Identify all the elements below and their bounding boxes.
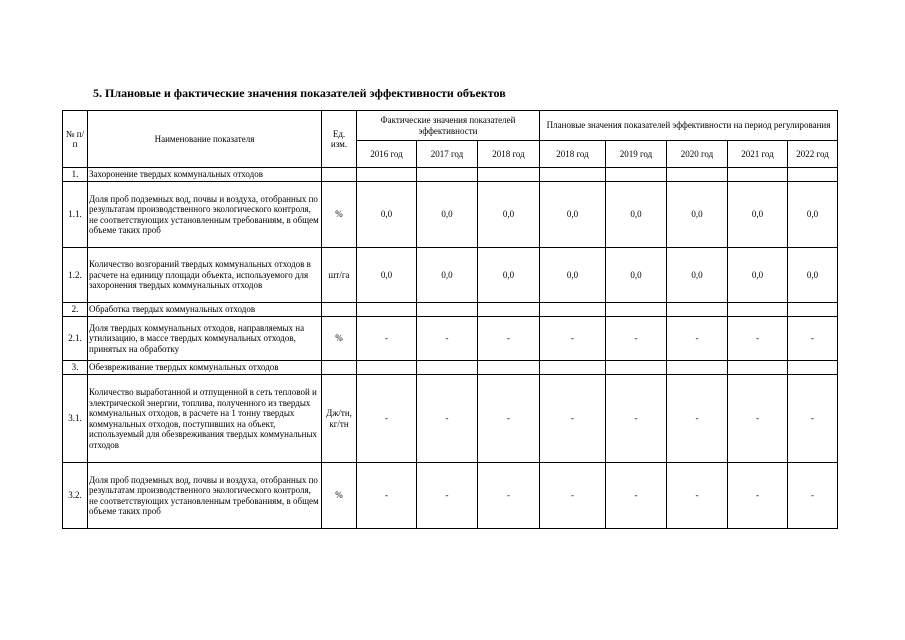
table-row bbox=[63, 361, 838, 375]
row-unit: % bbox=[322, 317, 357, 361]
table-row bbox=[63, 248, 838, 303]
row-value: - bbox=[478, 317, 540, 361]
row-value: 0,0 bbox=[417, 248, 478, 303]
row-value: 0,0 bbox=[788, 248, 838, 303]
table-row bbox=[63, 317, 838, 361]
row-value bbox=[667, 303, 728, 317]
row-value bbox=[540, 168, 606, 182]
row-value: - bbox=[788, 317, 838, 361]
row-value bbox=[667, 168, 728, 182]
row-value: 0,0 bbox=[667, 248, 728, 303]
row-value: - bbox=[540, 317, 606, 361]
row-value bbox=[478, 361, 540, 375]
row-value bbox=[788, 168, 838, 182]
document-title: 5. Плановые и фактические значения показателей эффективности объектов bbox=[93, 86, 506, 100]
row-value: 0,0 bbox=[478, 182, 540, 248]
row-value: - bbox=[357, 317, 417, 361]
indicators-table bbox=[62, 110, 838, 529]
row-value: - bbox=[667, 463, 728, 529]
row-value: - bbox=[788, 463, 838, 529]
row-value: - bbox=[788, 375, 838, 463]
table-row bbox=[63, 303, 838, 317]
row-number: 1. bbox=[63, 168, 88, 182]
row-value: - bbox=[606, 317, 667, 361]
header-year: 2020 год bbox=[667, 141, 728, 168]
header-indicator-name: Наименование показателя bbox=[88, 111, 322, 168]
row-number: 1.2. bbox=[63, 248, 88, 303]
row-value bbox=[728, 303, 788, 317]
row-value: 0,0 bbox=[417, 182, 478, 248]
header-unit: Ед. изм. bbox=[322, 111, 357, 168]
row-indicator-name: Доля проб подземных вод, почвы и воздуха, отобранных по результатам производственного экологического контроля, не соответствующих установленным требованиям, в общем объеме таких проб bbox=[88, 463, 322, 529]
row-value bbox=[788, 361, 838, 375]
header-year: 2017 год bbox=[417, 141, 478, 168]
row-number: 2. bbox=[63, 303, 88, 317]
table-row bbox=[63, 168, 838, 182]
header-year: 2019 год bbox=[606, 141, 667, 168]
row-value: 0,0 bbox=[357, 248, 417, 303]
row-value: 0,0 bbox=[606, 182, 667, 248]
row-value bbox=[478, 168, 540, 182]
row-value bbox=[728, 361, 788, 375]
row-value bbox=[540, 303, 606, 317]
row-unit: шт/га bbox=[322, 248, 357, 303]
row-value: 0,0 bbox=[667, 182, 728, 248]
row-value bbox=[417, 168, 478, 182]
row-indicator-name: Захоронение твердых коммунальных отходов bbox=[88, 168, 322, 182]
row-number: 3.2. bbox=[63, 463, 88, 529]
row-value bbox=[667, 361, 728, 375]
header-planned-values: Плановые значения показателей эффективности на период регулирования bbox=[540, 111, 838, 141]
row-value: - bbox=[667, 317, 728, 361]
row-value bbox=[478, 303, 540, 317]
row-value bbox=[606, 168, 667, 182]
row-number: 3. bbox=[63, 361, 88, 375]
row-value bbox=[417, 303, 478, 317]
header-year: 2021 год bbox=[728, 141, 788, 168]
row-value: - bbox=[728, 375, 788, 463]
row-value: 0,0 bbox=[357, 182, 417, 248]
header-year: 2018 год bbox=[478, 141, 540, 168]
row-value: 0,0 bbox=[540, 182, 606, 248]
row-value: 0,0 bbox=[606, 248, 667, 303]
row-value: - bbox=[417, 317, 478, 361]
row-number: 3.1. bbox=[63, 375, 88, 463]
row-unit bbox=[322, 361, 357, 375]
table-row bbox=[63, 463, 838, 529]
row-value: - bbox=[417, 375, 478, 463]
row-value bbox=[540, 361, 606, 375]
row-indicator-name: Обработка твердых коммунальных отходов bbox=[88, 303, 322, 317]
row-indicator-name: Обезвреживание твердых коммунальных отходов bbox=[88, 361, 322, 375]
row-indicator-name: Количество возгораний твердых коммунальных отходов в расчете на единицу площади объекта, используемого для захоронения твердых коммунальных отходов bbox=[88, 248, 322, 303]
row-value: - bbox=[540, 463, 606, 529]
row-value: - bbox=[667, 375, 728, 463]
row-value: - bbox=[417, 463, 478, 529]
header-year: 2016 год bbox=[357, 141, 417, 168]
row-value: 0,0 bbox=[728, 182, 788, 248]
row-indicator-name: Количество выработанной и отпущенной в сеть тепловой и электрической энергии, топлива, полученного из твердых коммунальных отходов, в расчете на 1 тонну твердых коммунальных отходов, поступивших на объект, используемый для обезвреживания твердых коммунальных отходов bbox=[88, 375, 322, 463]
row-unit bbox=[322, 168, 357, 182]
row-value: 0,0 bbox=[728, 248, 788, 303]
row-unit: % bbox=[322, 182, 357, 248]
row-value: 0,0 bbox=[788, 182, 838, 248]
row-value: - bbox=[728, 317, 788, 361]
row-unit: % bbox=[322, 463, 357, 529]
row-value: - bbox=[357, 375, 417, 463]
row-value bbox=[728, 168, 788, 182]
row-value bbox=[606, 303, 667, 317]
row-value: - bbox=[478, 375, 540, 463]
row-value bbox=[357, 303, 417, 317]
table-row bbox=[63, 375, 838, 463]
row-value: - bbox=[606, 463, 667, 529]
row-value: - bbox=[540, 375, 606, 463]
row-value bbox=[606, 361, 667, 375]
row-value: - bbox=[728, 463, 788, 529]
table-row bbox=[63, 182, 838, 248]
row-indicator-name: Доля проб подземных вод, почвы и воздуха, отобранных по результатам производственного экологического контроля, не соответствующих установленным требованиям, в общем объеме таких проб bbox=[88, 182, 322, 248]
row-unit: Дж/тн, кг/тн bbox=[322, 375, 357, 463]
row-value: 0,0 bbox=[540, 248, 606, 303]
row-number: 1.1. bbox=[63, 182, 88, 248]
header-year: 2018 год bbox=[540, 141, 606, 168]
row-number: 2.1. bbox=[63, 317, 88, 361]
row-value: - bbox=[606, 375, 667, 463]
row-value: - bbox=[478, 463, 540, 529]
row-value bbox=[788, 303, 838, 317]
row-value bbox=[357, 168, 417, 182]
row-unit bbox=[322, 303, 357, 317]
row-indicator-name: Доля твердых коммунальных отходов, направляемых на утилизацию, в массе твердых коммунальных отходов, принятых на обработку bbox=[88, 317, 322, 361]
header-actual-values: Фактические значения показателей эффективности bbox=[357, 111, 540, 141]
row-value: 0,0 bbox=[478, 248, 540, 303]
row-value: - bbox=[357, 463, 417, 529]
header-number: № п/п bbox=[63, 111, 88, 168]
row-value bbox=[417, 361, 478, 375]
row-value bbox=[357, 361, 417, 375]
header-year: 2022 год bbox=[788, 141, 838, 168]
